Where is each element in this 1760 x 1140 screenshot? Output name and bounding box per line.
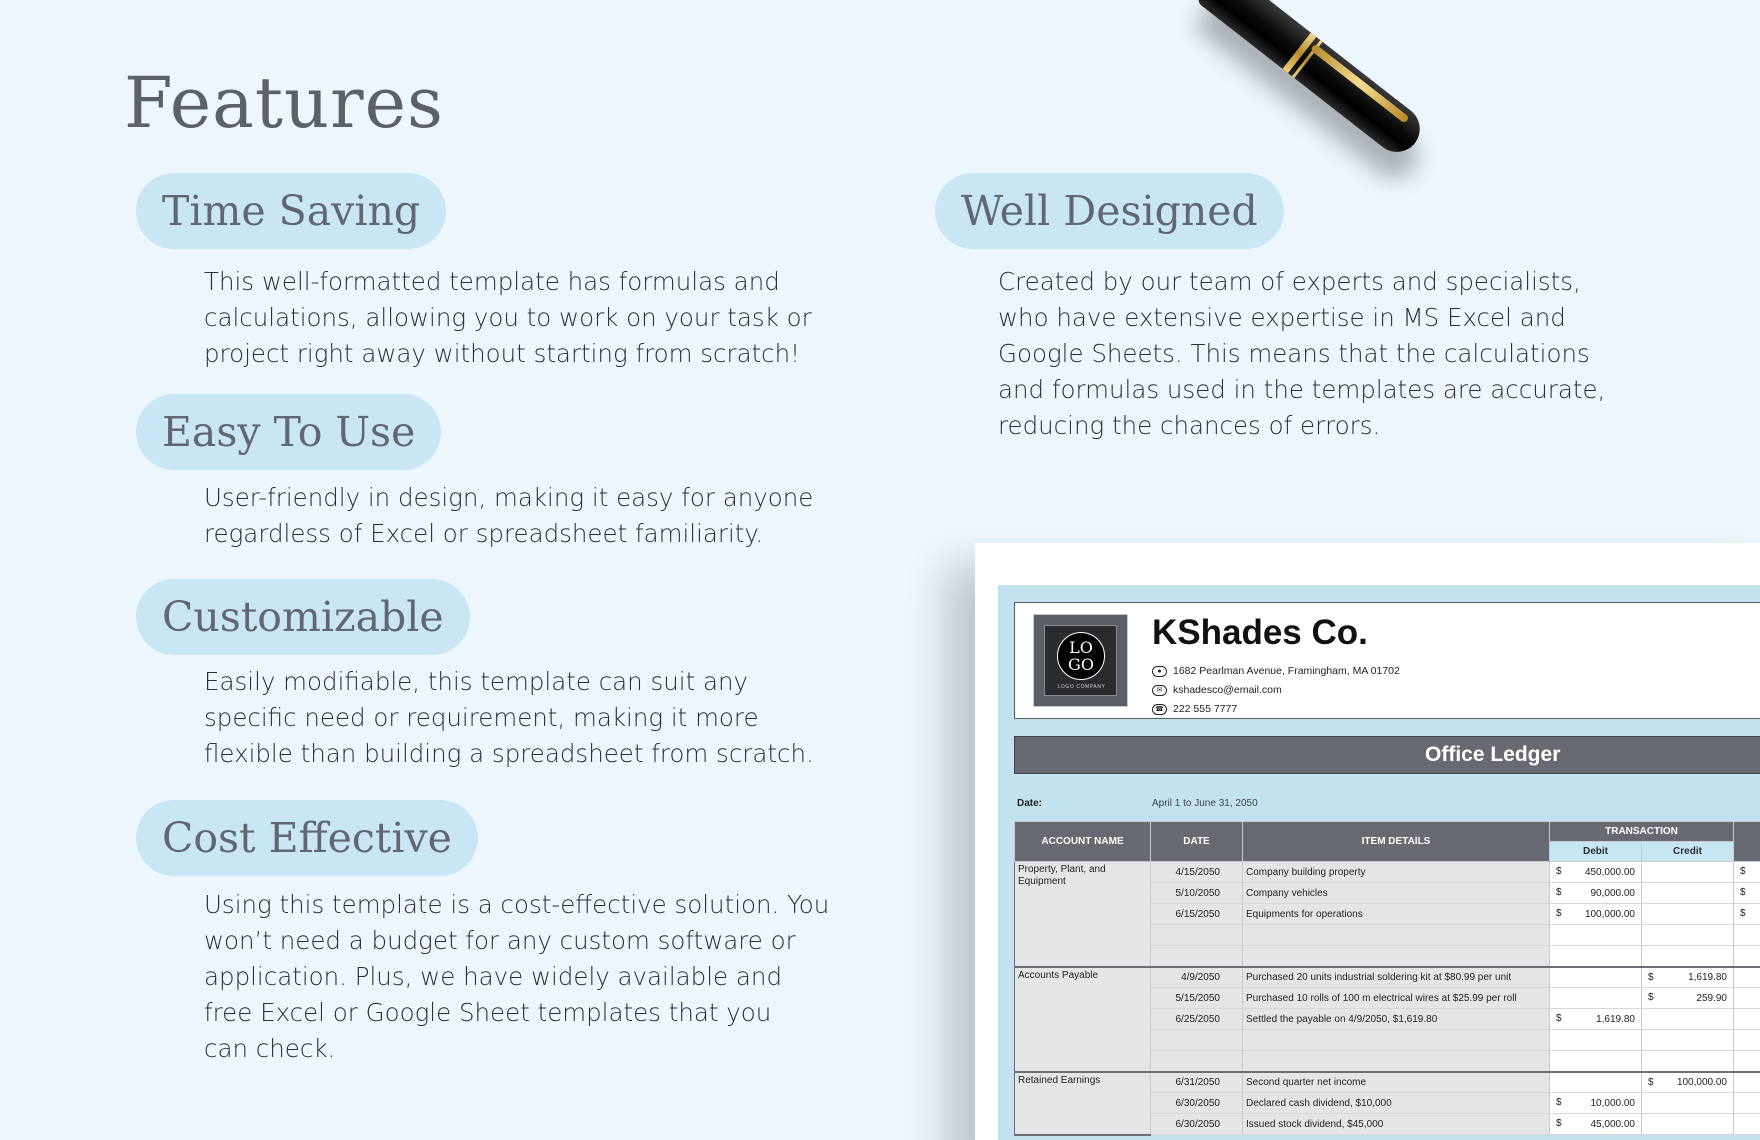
description-line: reducing the chances of errors.: [998, 411, 1381, 440]
extra-cell: [1734, 925, 1760, 946]
item-cell: Settled the payable on 4/9/2050, $1,619.80: [1243, 1009, 1550, 1030]
column-header-transaction: TRANSACTION: [1550, 822, 1734, 842]
location-icon: ●: [1152, 666, 1167, 677]
description-line: This well-formatted template has formulas and: [204, 267, 780, 296]
credit-value: 1,619.80: [1688, 971, 1727, 983]
credit-cell: [1642, 925, 1734, 946]
currency-symbol: $: [1648, 1076, 1654, 1088]
description-line: won’t need a budget for any custom software or: [204, 926, 796, 955]
account-name-cell: Property, Plant, and Equipment: [1015, 862, 1151, 967]
pen-body: [1196, 0, 1429, 161]
date-cell: [1151, 946, 1243, 967]
extra-cell: [1734, 1072, 1760, 1093]
column-header-date: DATE: [1151, 822, 1243, 862]
description-line: flexible than building a spreadsheet from scratch.: [204, 739, 814, 768]
feature-easy-to-use-description: [204, 480, 813, 552]
currency-symbol: $: [1740, 866, 1746, 877]
credit-cell: [1642, 1093, 1734, 1114]
credit-cell: [1642, 883, 1734, 904]
currency-symbol: $: [1556, 887, 1562, 898]
item-cell: Issued stock dividend, $45,000: [1243, 1114, 1550, 1135]
item-cell: Declared cash dividend, $10,000: [1243, 1093, 1550, 1114]
item-cell: Purchased 20 units industrial soldering kit at $80.99 per unit: [1243, 967, 1550, 988]
extra-cell: [1734, 1093, 1760, 1114]
logo-text: LO: [1069, 638, 1093, 657]
description-line: and formulas used in the templates are accurate,: [998, 375, 1606, 404]
item-cell: Second quarter net income: [1243, 1072, 1550, 1093]
table-row: [1015, 862, 1760, 883]
ledger-title-bar: [1014, 736, 1760, 774]
credit-cell: [1642, 1051, 1734, 1072]
item-cell: [1243, 1051, 1550, 1072]
item-cell: [1243, 1030, 1550, 1051]
table-row: [1015, 1072, 1760, 1093]
extra-cell: [1734, 883, 1760, 904]
currency-symbol: $: [1556, 1013, 1562, 1024]
debit-cell: [1550, 925, 1642, 946]
debit-cell: [1550, 862, 1642, 883]
description-line: who have extensive expertise in MS Excel and: [998, 303, 1566, 332]
date-cell: 6/30/2050: [1151, 1093, 1243, 1114]
description-line: free Excel or Google Sheet templates that you: [204, 998, 772, 1027]
credit-value: 100,000.00: [1676, 1076, 1727, 1088]
company-logo: [1033, 614, 1128, 707]
item-cell: [1243, 925, 1550, 946]
credit-cell: [1642, 904, 1734, 925]
extra-cell: [1734, 862, 1760, 883]
credit-cell: [1642, 862, 1734, 883]
column-header-debit: Debit: [1550, 842, 1642, 862]
debit-cell: [1550, 1114, 1642, 1135]
description-line: Google Sheets. This means that the calculations: [998, 339, 1590, 368]
extra-cell: [1734, 988, 1760, 1009]
date-cell: 5/15/2050: [1151, 988, 1243, 1009]
date-cell: 6/30/2050: [1151, 1114, 1243, 1135]
date-cell: 4/9/2050: [1151, 967, 1243, 988]
debit-value: 90,000.00: [1590, 887, 1635, 899]
email-icon: ✉: [1152, 685, 1167, 696]
credit-cell: [1642, 1072, 1734, 1093]
description-line: specific need or requirement, making it more: [204, 703, 759, 732]
credit-value: 259.90: [1696, 992, 1727, 1004]
feature-title: Well Designed: [961, 187, 1258, 235]
debit-value: 100,000.00: [1584, 908, 1635, 920]
extra-cell: [1734, 967, 1760, 988]
currency-symbol: $: [1556, 1097, 1562, 1108]
feature-title: Easy To Use: [162, 408, 416, 456]
date-cell: 4/15/2050: [1151, 862, 1243, 883]
address-text: 1682 Pearlman Avenue, Framingham, MA 01702: [1173, 665, 1400, 677]
debit-value: 45,000.00: [1590, 1118, 1635, 1130]
description-line: Using this template is a cost-effective solution. You: [204, 890, 830, 919]
description-line: User-friendly in design, making it easy for anyone: [204, 483, 814, 512]
date-label: Date:: [1017, 798, 1043, 809]
logo-caption: LOGO COMPANY: [1057, 684, 1106, 690]
debit-cell: [1550, 1072, 1642, 1093]
extra-cell: [1734, 1114, 1760, 1135]
date-cell: 6/15/2050: [1151, 904, 1243, 925]
credit-cell: [1642, 967, 1734, 988]
item-cell: Company vehicles: [1243, 883, 1550, 904]
debit-value: 1,619.80: [1596, 1013, 1635, 1025]
feature-time-saving-description: [204, 264, 812, 372]
currency-symbol: $: [1648, 971, 1654, 983]
item-cell: Equipments for operations: [1243, 904, 1550, 925]
date-cell: [1151, 1051, 1243, 1072]
feature-cost-effective-pill: [136, 800, 478, 876]
feature-cost-effective-description: [204, 887, 829, 1067]
phone-text: 222 555 7777: [1173, 703, 1238, 715]
date-cell: [1151, 1030, 1243, 1051]
column-header-account: ACCOUNT NAME: [1015, 822, 1151, 862]
debit-cell: [1550, 1051, 1642, 1072]
currency-symbol: $: [1648, 992, 1654, 1003]
phone-line: [1152, 703, 1237, 715]
logo-circle: [1057, 632, 1105, 680]
debit-cell: [1550, 946, 1642, 967]
description-line: regardless of Excel or spreadsheet familiarity.: [204, 519, 764, 548]
currency-symbol: $: [1740, 887, 1746, 898]
extra-cell: [1734, 904, 1760, 925]
debit-cell: [1550, 883, 1642, 904]
item-cell: [1243, 946, 1550, 967]
currency-symbol: $: [1740, 908, 1746, 919]
column-header-extra: [1734, 822, 1760, 862]
feature-easy-to-use-pill: [136, 394, 441, 470]
description-line: Easily modifiable, this template can suit any: [204, 667, 749, 696]
feature-customizable-description: [204, 664, 814, 772]
company-header: [1014, 602, 1760, 719]
table-row: [1015, 967, 1760, 988]
description-line: calculations, allowing you to work on your task or: [204, 303, 812, 332]
debit-cell: [1550, 967, 1642, 988]
credit-cell: [1642, 946, 1734, 967]
ledger-title: Office Ledger: [1425, 743, 1561, 766]
extra-cell: [1734, 946, 1760, 967]
description-line: application. Plus, we have widely available and: [204, 962, 782, 991]
item-cell: Company building property: [1243, 862, 1550, 883]
extra-cell: [1734, 1030, 1760, 1051]
credit-cell: [1642, 988, 1734, 1009]
debit-value: 10,000.00: [1590, 1097, 1635, 1109]
extra-cell: [1734, 1009, 1760, 1030]
feature-title: Customizable: [162, 593, 444, 641]
debit-value: 450,000.00: [1584, 866, 1635, 878]
account-name-cell: Accounts Payable: [1015, 967, 1151, 1072]
phone-icon: ☎: [1152, 704, 1167, 715]
address-line: [1152, 665, 1400, 677]
debit-cell: [1550, 1093, 1642, 1114]
credit-cell: [1642, 1030, 1734, 1051]
currency-symbol: $: [1556, 866, 1562, 877]
feature-title: Time Saving: [162, 187, 421, 235]
feature-time-saving-pill: [136, 173, 446, 249]
date-cell: 6/31/2050: [1151, 1072, 1243, 1093]
credit-cell: [1642, 1114, 1734, 1135]
account-name-cell: Retained Earnings: [1015, 1072, 1151, 1135]
debit-cell: [1550, 1030, 1642, 1051]
debit-cell: [1550, 988, 1642, 1009]
date-cell: [1151, 925, 1243, 946]
column-header-credit: Credit: [1642, 842, 1734, 862]
description-line: can check.: [204, 1034, 336, 1063]
currency-symbol: $: [1556, 908, 1562, 919]
fountain-pen-image: [1196, 0, 1429, 161]
item-cell: Purchased 10 rolls of 100 m electrical wires at $25.99 per roll: [1243, 988, 1550, 1009]
description-line: Created by our team of experts and specialists,: [998, 267, 1581, 296]
page-heading: Features: [124, 62, 444, 144]
company-name: KShades Co.: [1152, 613, 1368, 652]
extra-cell: [1734, 1051, 1760, 1072]
feature-well-designed-pill: [935, 173, 1284, 249]
feature-well-designed-description: [998, 264, 1605, 444]
debit-cell: [1550, 904, 1642, 925]
logo-inner: [1044, 625, 1117, 696]
email-line: [1152, 684, 1282, 696]
email-text: kshadesco@email.com: [1173, 684, 1282, 696]
logo-text: GO: [1068, 655, 1094, 674]
date-cell: 5/10/2050: [1151, 883, 1243, 904]
date-value: April 1 to June 31, 2050: [1152, 798, 1258, 809]
debit-cell: [1550, 1009, 1642, 1030]
ledger-table: [1014, 821, 1760, 1136]
feature-title: Cost Effective: [162, 814, 452, 862]
description-line: project right away without starting from scratch!: [204, 339, 801, 368]
date-cell: 6/25/2050: [1151, 1009, 1243, 1030]
credit-cell: [1642, 1009, 1734, 1030]
office-ledger-preview: [998, 585, 1760, 1140]
column-header-item: ITEM DETAILS: [1243, 822, 1550, 862]
feature-customizable-pill: [136, 579, 470, 655]
currency-symbol: $: [1556, 1118, 1562, 1129]
